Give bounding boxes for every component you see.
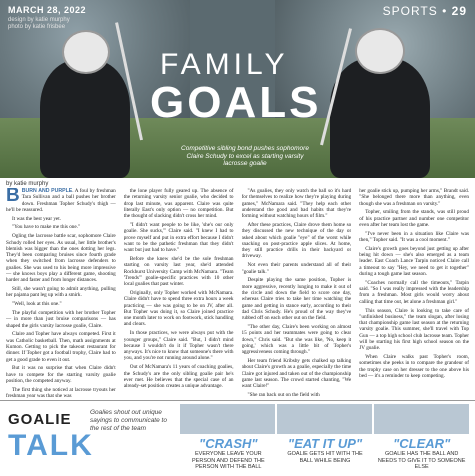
section-name: SPORTS bbox=[382, 4, 438, 18]
paragraph: the lone player fully geared up. The absence of the returning varsity senior goalie, who decided to drop last minute, was apparent. Claire was quite literally East's only option — no competition. But the thought of slacking didn't cross her mind. bbox=[123, 188, 234, 220]
paragraph: Ogling the lacrosse battle scar, sophomore Claire Schudy rolled her eyes. As usual, her little brother's blemish was bigger than the ones dotting her legs. They'd been comparing bruises since fourth grade when they switched from lacrosse defenders to goalies. She was used to his being more impressive — she knows boys play a different game, shooting harder and faster and from longer distances. bbox=[6, 233, 116, 284]
talk-title-line2: TALK bbox=[8, 429, 94, 462]
paragraph: Despite playing the same position, Topher is more aggressive, recently lunging to make it out of the circle and down the field to score one day, whereas Claire tries to take her time watching the game and getting in stance early, according to their dad Chris Schudy. He's proud of the way they've rubbed off on each other out on the field. bbox=[241, 277, 352, 322]
term-definition: GOALIE HAS THE BALL AND NEEDS TO GIVE IT TO SOMEONE ELSE bbox=[377, 451, 466, 470]
comic-panel-1 bbox=[180, 404, 275, 434]
term-word: "CLEAR" bbox=[393, 436, 451, 451]
issue-date: MARCH 28, 2022 bbox=[8, 5, 87, 15]
left-player-helmet bbox=[62, 30, 110, 74]
paragraph: Originally, only Topher worked with McNamara. Claire didn't have to spend three extra hours a week practicing — she was going to be on JV, after all. But Topher was doing it, so Claire joined practice one month later to work on footwork, stick handling and clears. bbox=[123, 289, 234, 328]
comic-panel-3 bbox=[374, 404, 469, 434]
term-definition: EVERYONE LEAVE YOUR PERSON AND DEFEND THE PERSON WITH THE BALL bbox=[192, 451, 265, 470]
right-player-helmet bbox=[355, 28, 405, 74]
term-definition: GOALIE GETS HIT WITH THE BALL WHILE BEING bbox=[287, 451, 363, 464]
talk-title-line1: GOALIE bbox=[8, 411, 72, 428]
drop-cap: B bbox=[6, 188, 20, 206]
article-column-2 bbox=[124, 188, 234, 398]
paragraph: A foul by freshman Tara Sullivan and a ball pushes her brother down. Freshman Topher Schudy's thigh — he'll be reassured. bbox=[6, 188, 116, 213]
article-column-4 bbox=[359, 188, 469, 398]
paragraph: "The other day, Claire's been working on almost 15 points and her teammates were going to clear down," Chris said. "But she was like, 'No, keep it going,' which was a little bit of Topher's aggressiveness coming through." bbox=[241, 323, 352, 356]
paragraph: "She ran back out on the field with bbox=[247, 391, 320, 398]
paragraph: "Well, look at this one." bbox=[12, 301, 62, 308]
paragraph: When Claire walks past Topher's room, sometimes she peeks in to compare the grandeur of the trophy case on her dresser to the one above his bed — it's a reminder to keep competing. bbox=[359, 354, 469, 380]
byline: by katie murphy bbox=[6, 181, 49, 187]
lead-paragraph: BBURN AND PURPLE. A foul by freshman Tara Sullivan and a ball pushes her brother down. Freshman Topher Schudy's thigh — he'll be reassured. bbox=[6, 188, 116, 213]
paragraph: The playful competition with her brother Topher — in more than just bruise comparisons — has shaped the girls varsity lacrosse goalie, Claire. bbox=[6, 310, 116, 329]
paragraph: Not even their parents understand all of their "goalie talk." bbox=[241, 262, 352, 275]
paragraph: Out of McNamara's 11 years of coaching goalies, the Schudy's are the only sibling goalie pair he's ever met. He believes that the special case of an already-set position creates a unique advantage. bbox=[123, 364, 234, 390]
paragraph: "As goalies, they only watch the ball so it's hard for themselves to realize how they're playing during games," McNamara said. "They help each other understand the good and bad habits that they're forming without watching hours of film." bbox=[241, 188, 352, 220]
paragraph: Still, she wasn't going to admit anything, pulling her pajama pant leg up with a smirk. bbox=[6, 286, 116, 299]
headline-line1: FAMILY bbox=[160, 48, 289, 81]
left-player-body bbox=[40, 60, 130, 178]
page-number: 29 bbox=[451, 4, 467, 18]
paragraph: After these practices, Claire drove them home so they discussed the new technique of the day or asked about which goalie "eye" of the worst while snacking on post-practice apple slices. At home, they still practice drills in their backyard or driveway. bbox=[241, 221, 352, 260]
paragraph: In those practices, we were always put with the younger groups," Claire said. "But, I didn't mind because I wouldn't do it if Topher wasn't there anyways. It's nice to know that someone's there with you, and you're not running around alone." bbox=[123, 330, 234, 362]
lead-in: BURN AND PURPLE bbox=[21, 188, 73, 194]
term-word: "CRASH" bbox=[199, 436, 258, 451]
paragraph: But it was no surprise that when Claire didn't have to compete for the starting varsity goalie position, the competed anyway. bbox=[6, 365, 116, 385]
paragraph: Topher, smiling from the stands, was still proud of his practice partner and number one competitor even after her team lost the game. bbox=[359, 209, 469, 228]
credits bbox=[8, 17, 70, 31]
paragraph: "I've never been in a situation like Claire was then," Topher said. "It was a cool moment." bbox=[359, 230, 469, 244]
term-crash bbox=[180, 437, 277, 471]
paragraph: her goalie stick up, pumping her arms," Brandt said. "She belonged there more than anything, even though she was a freshman on varsity." bbox=[359, 188, 469, 207]
section-label: SPORTS • 29 bbox=[382, 4, 467, 18]
paragraph: "I didn't want people to be like, 'she's our only goalie. She sucks,'" Claire said. "I knew I had to prove myself and put in extra effort because I didn't want to be the pathetic freshman that they didn't want but just had to have." bbox=[123, 221, 234, 254]
paragraph: Claire and Topher have always competed. First it was Catholic basketball. Then, math assignments at Kumon. Getting to pick the takeout restaurant for dinner. If Topher got a football trophy, Claire had to get a good grade to even it out. bbox=[6, 331, 116, 363]
article-column-1 bbox=[6, 188, 116, 398]
header-photo bbox=[0, 0, 475, 178]
paragraph: Before she knew she'd be the sole freshman starting on varsity last year, she'd attended Rockhurst University Camp with McNamara. "Team 'Trends'" goalie-specific practices with 10 other local goalies that past winter. bbox=[123, 255, 234, 288]
talk-description: Goalies shout out unique sayings to communicate to the rest of the team bbox=[90, 409, 167, 432]
paragraph: The first thing she noticed at lacrosse tryouts her freshman year was that she was bbox=[6, 386, 116, 398]
paragraph: It was the best year yet. bbox=[12, 215, 61, 222]
design-credit: design by katie murphy bbox=[8, 17, 70, 23]
goalie-talk-sidebar bbox=[0, 400, 475, 476]
photo-caption: Competitive sibling bond pushes sophomore Claire Schudy to excel as starting varsity lacrosse goalie bbox=[181, 145, 309, 167]
goalie-terms bbox=[180, 437, 470, 471]
paragraph: "Coaches normally call the timeouts," Tarpin said. "So I was really impressed with the leadership from a freshman. Most girls would worry about calling that time out, let alone a freshman girl." bbox=[359, 279, 469, 305]
photo-credit: photo by katie frisbee bbox=[8, 24, 66, 30]
headline-line2: GOALS bbox=[150, 78, 322, 127]
paragraph: "You have to make me this one." bbox=[12, 224, 81, 231]
goalie-talk-title bbox=[4, 407, 94, 471]
paragraph: This season, Claire is looking to take care of "unfinished business," the team slogan, after losing that championship game last season at the returning varsity goalie. This summer, she'll travel with Top Gun — a top high school club lacrosse team. Topher will be starting his first high school season on the JV goalie. bbox=[359, 307, 469, 352]
comic-panel-2 bbox=[277, 404, 372, 434]
term-eat-it-up bbox=[277, 437, 374, 471]
right-player-body bbox=[330, 58, 430, 178]
term-clear bbox=[373, 437, 470, 471]
paragraph: Claire's growth goes beyond just getting up after being hit down — she's also emerged as a team leader. East Coach Lance Tarpin noticed Claire call a timeout to say "Hey, we need to get it together" during a tough game last season. bbox=[359, 245, 469, 278]
article-column-3 bbox=[242, 188, 352, 398]
article-body bbox=[6, 188, 469, 398]
comic-strip bbox=[180, 404, 470, 434]
term-word: "EAT IT UP" bbox=[287, 436, 363, 451]
paragraph: Her team friend Kribsby gets chalked up talking about Claire's growth as a goalie, especially the time Claire got injured and taken out of the championship game last season. The crowd started chanting, "We want Claire!" bbox=[241, 357, 352, 390]
